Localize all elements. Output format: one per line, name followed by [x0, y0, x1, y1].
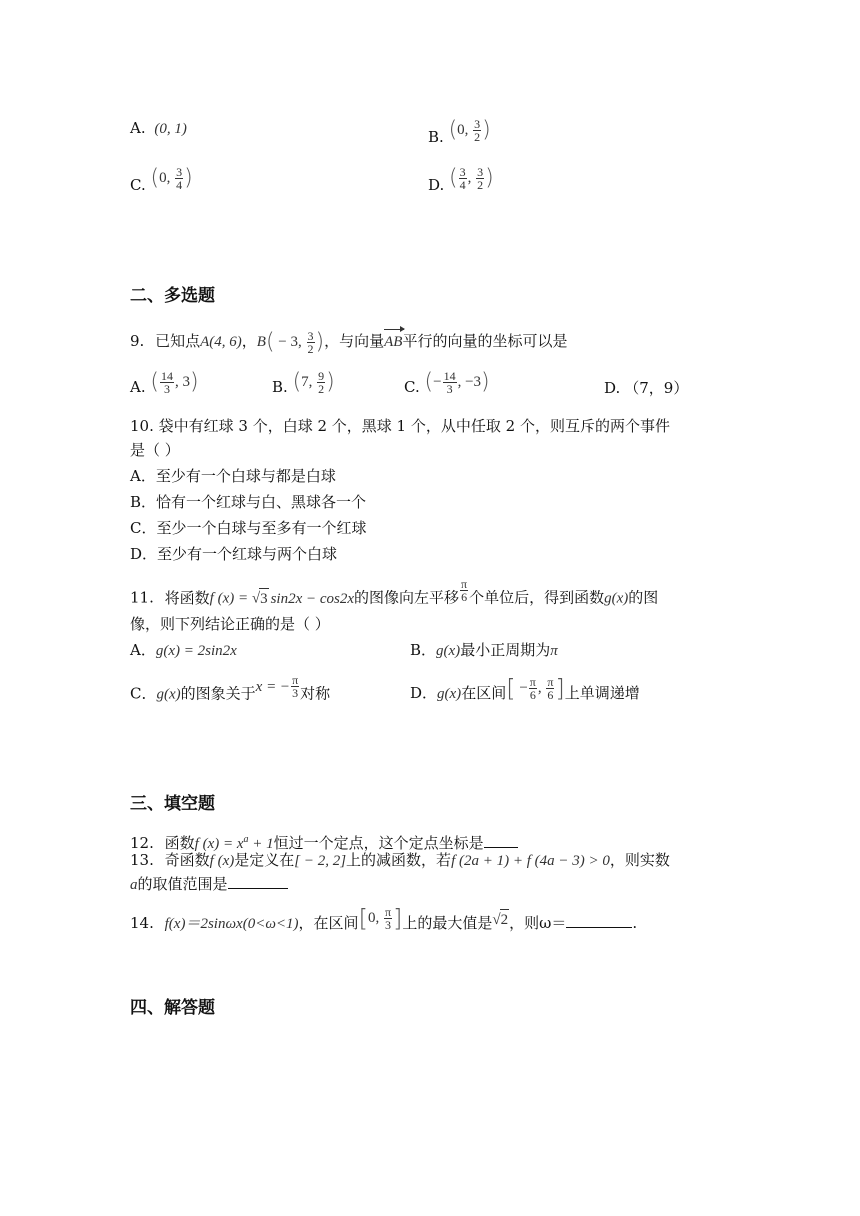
q11-option-a: A．g(x) = 2sin2x: [130, 641, 237, 659]
question-13-line1: 13. 奇函数f (x)是定义在[ − 2, 2]上的减函数，若f (2a + 1) + f (4a − 3) > 0，则实数: [130, 851, 670, 869]
question-10-stem-line1: 10. 袋中有红球 3 个，白球 2 个，黑球 1 个，从中任取 2 个，则互斥的两个事件: [130, 417, 670, 435]
q9-option-d: D. （7，9）: [604, 379, 689, 397]
q9-option-c: C. (− $\frac{14}{3}$ , −3): [404, 369, 490, 396]
q8-option-d: D. ( $\frac{3}{4}$ , $\frac{3}{2}$ ): [428, 165, 494, 194]
q10-option-d: D．至少有一个红球与两个白球: [130, 545, 338, 563]
q11-option-c: C．g(x)的图象关于x = − $\frac{\pi}{3}$ 对称: [130, 673, 331, 703]
question-13-line2: a的取值范围是: [130, 874, 288, 895]
q11-option-b: B．g(x)最小正周期为π: [410, 641, 558, 659]
section-title-fill-in: 三、填空题: [130, 794, 215, 814]
q10-option-b: B．恰有一个红球与白、黑球各一个: [130, 493, 367, 511]
q8-option-a: A. (0, 1): [130, 119, 187, 137]
question-11-stem-line1: 11. 将函数f (x) = √3 sin2x − cos2x的图像向左平移 $\frac{\pi}{6}$ 个单位后，得到函数g(x)的图: [130, 577, 659, 607]
question-12: 12. 函数f $(x) = x^a + 1$恒过一个定点，这个定点坐标是: [130, 830, 518, 854]
q10-option-a: A．至少有一个白球与都是白球: [130, 467, 336, 485]
question-11-stem-line2: 像，则下列结论正确的是（ ）: [130, 615, 330, 633]
section-title-multiple-choice: 二、多选题: [130, 286, 215, 306]
q8-option-b: B. (0, $\frac{3}{2}$ ): [428, 117, 491, 146]
question-10-stem-line2: 是（ ）: [130, 441, 180, 459]
q11-option-d: D．g(x)在区间[ − $\frac{\pi}{6}$ , $\frac{\pi}{6}$ ]上单调递增: [410, 674, 640, 703]
question-14: 14. f(x)＝2sinωx(0<ω<1)，在区间[0, $\frac{\pi}{3}$ ]上的最大值是√2，则ω＝ .: [130, 904, 638, 933]
question-9-stem: 9. 已知点A(4, 6)，B( − 3, $\frac{3}{2}$ )，与向量AB平行的向量的坐标可以是: [130, 329, 568, 356]
q9-option-b: B. (7, $\frac{9}{2}$ ): [272, 369, 335, 396]
q9-option-a: A. ( $\frac{14}{3}$ , 3): [130, 369, 199, 396]
q8-option-c: C. (0, $\frac{3}{4}$ ): [130, 165, 193, 194]
section-title-answer: 四、解答题: [130, 998, 215, 1018]
q10-option-c: C．至少一个白球与至多有一个红球: [130, 519, 367, 537]
